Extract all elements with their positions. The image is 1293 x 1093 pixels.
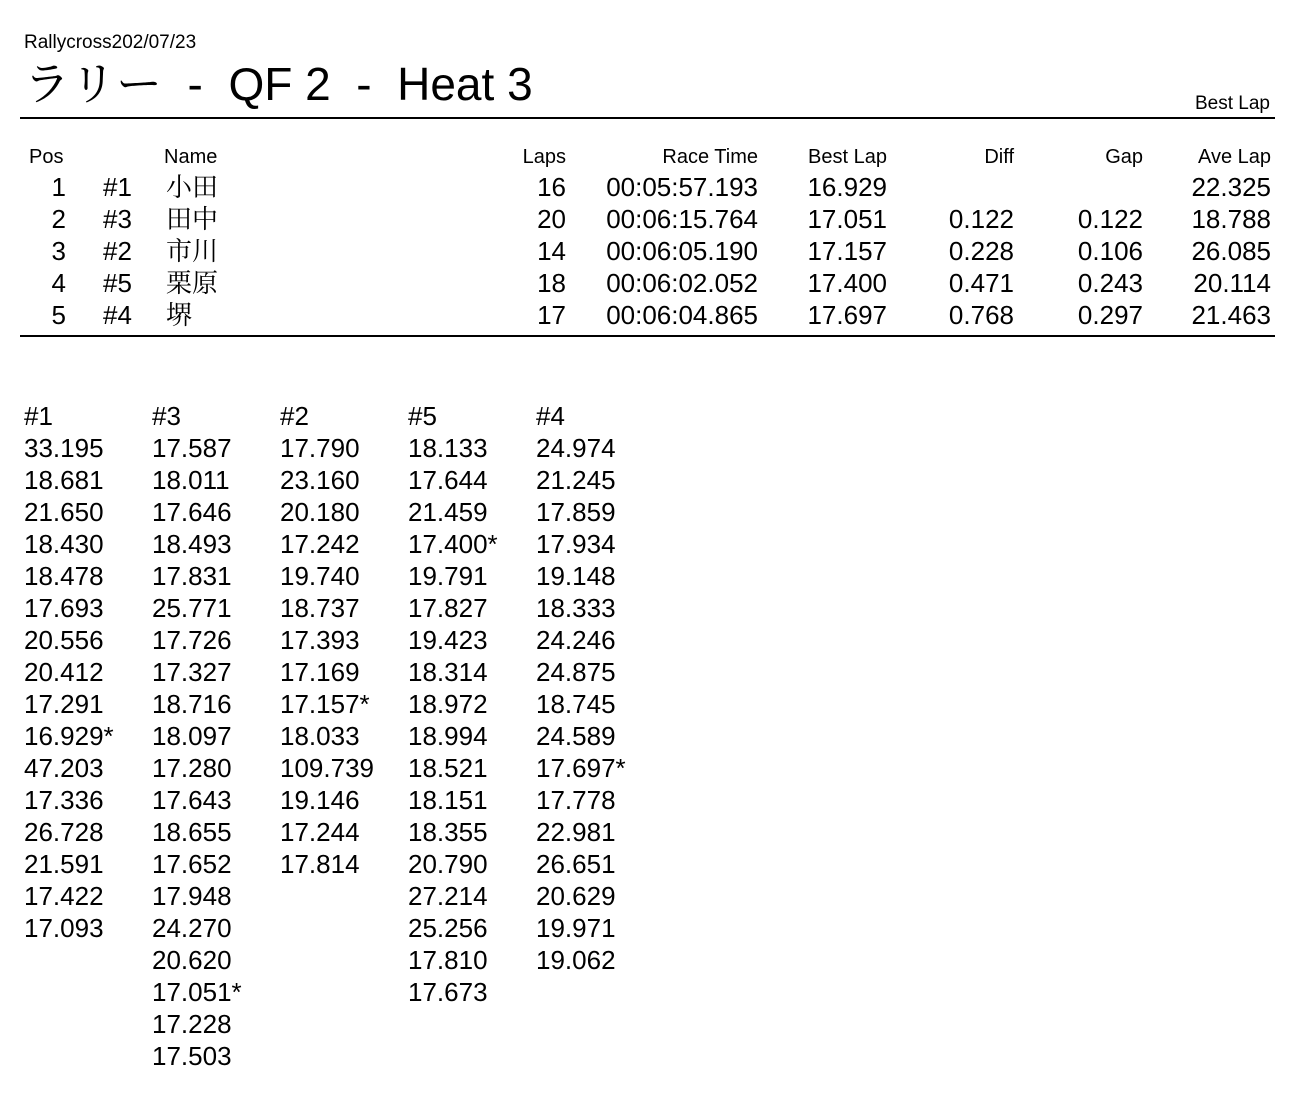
lap-time: 18.097 [152,721,232,751]
results-divider [20,335,1275,337]
lap-time: 17.244 [280,817,360,847]
lap-column-car-number: #1 [24,401,53,431]
lap-time: 26.728 [24,817,104,847]
result-driver-name: 田中 [166,204,219,234]
lap-time: 17.790 [280,433,360,463]
lap-time: 17.093 [24,913,104,943]
result-best-lap: 17.697 [807,300,887,330]
lap-time: 20.412 [24,657,104,687]
lap-time: 18.745 [536,689,616,719]
lap-time: 17.400* [408,529,498,559]
result-race-time: 00:06:05.190 [606,236,758,266]
result-laps: 18 [537,268,566,298]
lap-time: 17.810 [408,945,488,975]
lap-time: 18.716 [152,689,232,719]
lap-column [536,400,664,976]
lap-time: 47.203 [24,753,104,783]
result-race-time: 00:05:57.193 [606,172,758,202]
col-header-ave-lap: Ave Lap [1197,146,1271,168]
sort-label: Best Lap [1195,93,1270,114]
result-diff: 0.228 [948,236,1014,266]
result-diff: 0.122 [948,204,1014,234]
lap-time: 19.146 [280,785,360,815]
lap-time: 17.726 [152,625,232,655]
lap-time: 26.651 [536,849,616,879]
result-driver-name: 栗原 [166,268,219,298]
lap-time: 17.827 [408,593,488,623]
result-driver-name: 小田 [166,172,219,202]
lap-column-car-number: #2 [280,401,309,431]
lap-time: 18.033 [280,721,360,751]
result-best-lap: 17.400 [807,268,887,298]
col-header-best-lap: Best Lap [808,146,887,168]
lap-time: 17.697* [536,753,626,783]
lap-time: 18.521 [408,753,488,783]
lap-time: 16.929* [24,721,114,751]
lap-time: 17.393 [280,625,360,655]
result-ave-lap: 21.463 [1191,300,1271,330]
lap-time: 17.503 [152,1041,232,1071]
result-laps: 14 [537,236,566,266]
lap-time: 17.814 [280,849,360,879]
table-row [0,171,1293,203]
result-ave-lap: 22.325 [1191,172,1271,202]
table-row [0,203,1293,235]
result-diff: 0.768 [948,300,1014,330]
result-car-number: #1 [103,172,132,202]
result-race-time: 00:06:15.764 [606,204,758,234]
lap-time: 24.270 [152,913,232,943]
lap-time: 17.831 [152,561,232,591]
lap-time: 18.355 [408,817,488,847]
result-race-time: 00:06:04.865 [606,300,758,330]
results-header-row [0,143,1293,171]
lap-time: 25.256 [408,913,488,943]
lap-time: 18.011 [152,465,230,495]
lap-time: 25.771 [152,593,232,623]
result-car-number: #4 [103,300,132,330]
result-car-number: #3 [103,204,132,234]
lap-time: 27.214 [408,881,488,911]
lap-time: 21.650 [24,497,104,527]
col-header-gap: Gap [1105,146,1143,168]
result-best-lap: 17.157 [807,236,887,266]
result-gap: 0.243 [1077,268,1143,298]
result-diff: 0.471 [948,268,1014,298]
lap-time: 19.740 [280,561,360,591]
lap-time: 19.148 [536,561,616,591]
lap-time: 33.195 [24,433,104,463]
result-car-number: #5 [103,268,132,298]
lap-time: 17.587 [152,433,232,463]
lap-time: 24.246 [536,625,616,655]
result-laps: 16 [537,172,566,202]
lap-time: 24.974 [536,433,616,463]
lap-column [152,400,280,1072]
result-best-lap: 16.929 [807,172,887,202]
lap-time: 18.737 [280,593,360,623]
lap-time: 109.739 [280,753,374,783]
lap-time: 19.971 [536,913,616,943]
lap-time: 17.693 [24,593,104,623]
result-laps: 20 [537,204,566,234]
lap-time: 22.981 [536,817,616,847]
lap-time: 18.133 [408,433,488,463]
lap-time: 19.062 [536,945,616,975]
table-row [0,267,1293,299]
lap-time: 18.493 [152,529,232,559]
lap-time: 17.280 [152,753,232,783]
lap-time: 17.948 [152,881,232,911]
lap-column [24,400,152,944]
result-pos: 1 [51,172,66,202]
lap-time: 17.652 [152,849,232,879]
lap-time: 17.327 [152,657,232,687]
table-row [0,299,1293,331]
lap-time: 17.169 [280,657,360,687]
event-subtitle: Rallycross202/07/23 [24,32,197,53]
lap-time: 18.994 [408,721,488,751]
col-header-race-time: Race Time [662,146,758,168]
lap-time: 17.934 [536,529,616,559]
lap-time: 20.620 [152,945,232,975]
col-header-diff: Diff [984,146,1014,168]
result-gap: 0.106 [1077,236,1143,266]
lap-time: 17.291 [24,689,104,719]
lap-time: 17.673 [408,977,488,1007]
result-pos: 2 [51,204,66,234]
lap-time: 17.422 [24,881,104,911]
lap-column [280,400,408,880]
lap-time: 21.245 [536,465,616,495]
lap-time: 20.556 [24,625,104,655]
result-race-time: 00:06:02.052 [606,268,758,298]
result-pos: 5 [51,300,66,330]
lap-column-car-number: #5 [408,401,437,431]
lap-time: 17.778 [536,785,616,815]
result-best-lap: 17.051 [807,204,887,234]
lap-time: 19.423 [408,625,488,655]
lap-time: 19.791 [408,561,488,591]
lap-column [408,400,536,1008]
result-gap: 0.297 [1077,300,1143,330]
lap-time: 17.336 [24,785,104,815]
lap-time: 18.681 [24,465,104,495]
lap-time: 18.478 [24,561,104,591]
lap-time: 20.790 [408,849,488,879]
result-driver-name: 堺 [166,300,193,330]
lap-time: 24.875 [536,657,616,687]
lap-column-car-number: #4 [536,401,565,431]
lap-time: 17.643 [152,785,232,815]
result-driver-name: 市川 [166,236,219,266]
lap-time: 17.228 [152,1009,232,1039]
lap-time: 21.459 [408,497,488,527]
lap-time: 17.859 [536,497,616,527]
lap-time: 21.591 [24,849,104,879]
result-pos: 4 [51,268,66,298]
lap-time: 17.644 [408,465,488,495]
col-header-laps: Laps [522,146,566,168]
result-ave-lap: 18.788 [1191,204,1271,234]
result-gap: 0.122 [1077,204,1143,234]
result-pos: 3 [51,236,66,266]
page-title: ラリー - QF 2 - Heat 3 [24,58,533,110]
result-ave-lap: 20.114 [1193,268,1271,298]
lap-column-car-number: #3 [152,401,181,431]
lap-time: 20.629 [536,881,616,911]
lap-time: 17.157* [280,689,370,719]
table-row [0,235,1293,267]
col-header-name: Name [164,146,218,168]
lap-time: 17.646 [152,497,232,527]
results-table [0,143,1293,331]
lap-time: 23.160 [280,465,360,495]
lap-time: 18.972 [408,689,488,719]
header-divider [20,117,1275,119]
result-ave-lap: 26.085 [1191,236,1271,266]
lap-time: 18.314 [408,657,488,687]
lap-time: 18.333 [536,593,616,623]
lap-time: 20.180 [280,497,360,527]
lap-time: 24.589 [536,721,616,751]
lap-time: 18.655 [152,817,232,847]
col-header-pos: Pos [29,146,64,168]
lap-time: 17.051* [152,977,242,1007]
result-laps: 17 [537,300,566,330]
result-car-number: #2 [103,236,132,266]
lap-time: 18.151 [408,785,488,815]
lap-time: 17.242 [280,529,360,559]
lap-time: 18.430 [24,529,104,559]
